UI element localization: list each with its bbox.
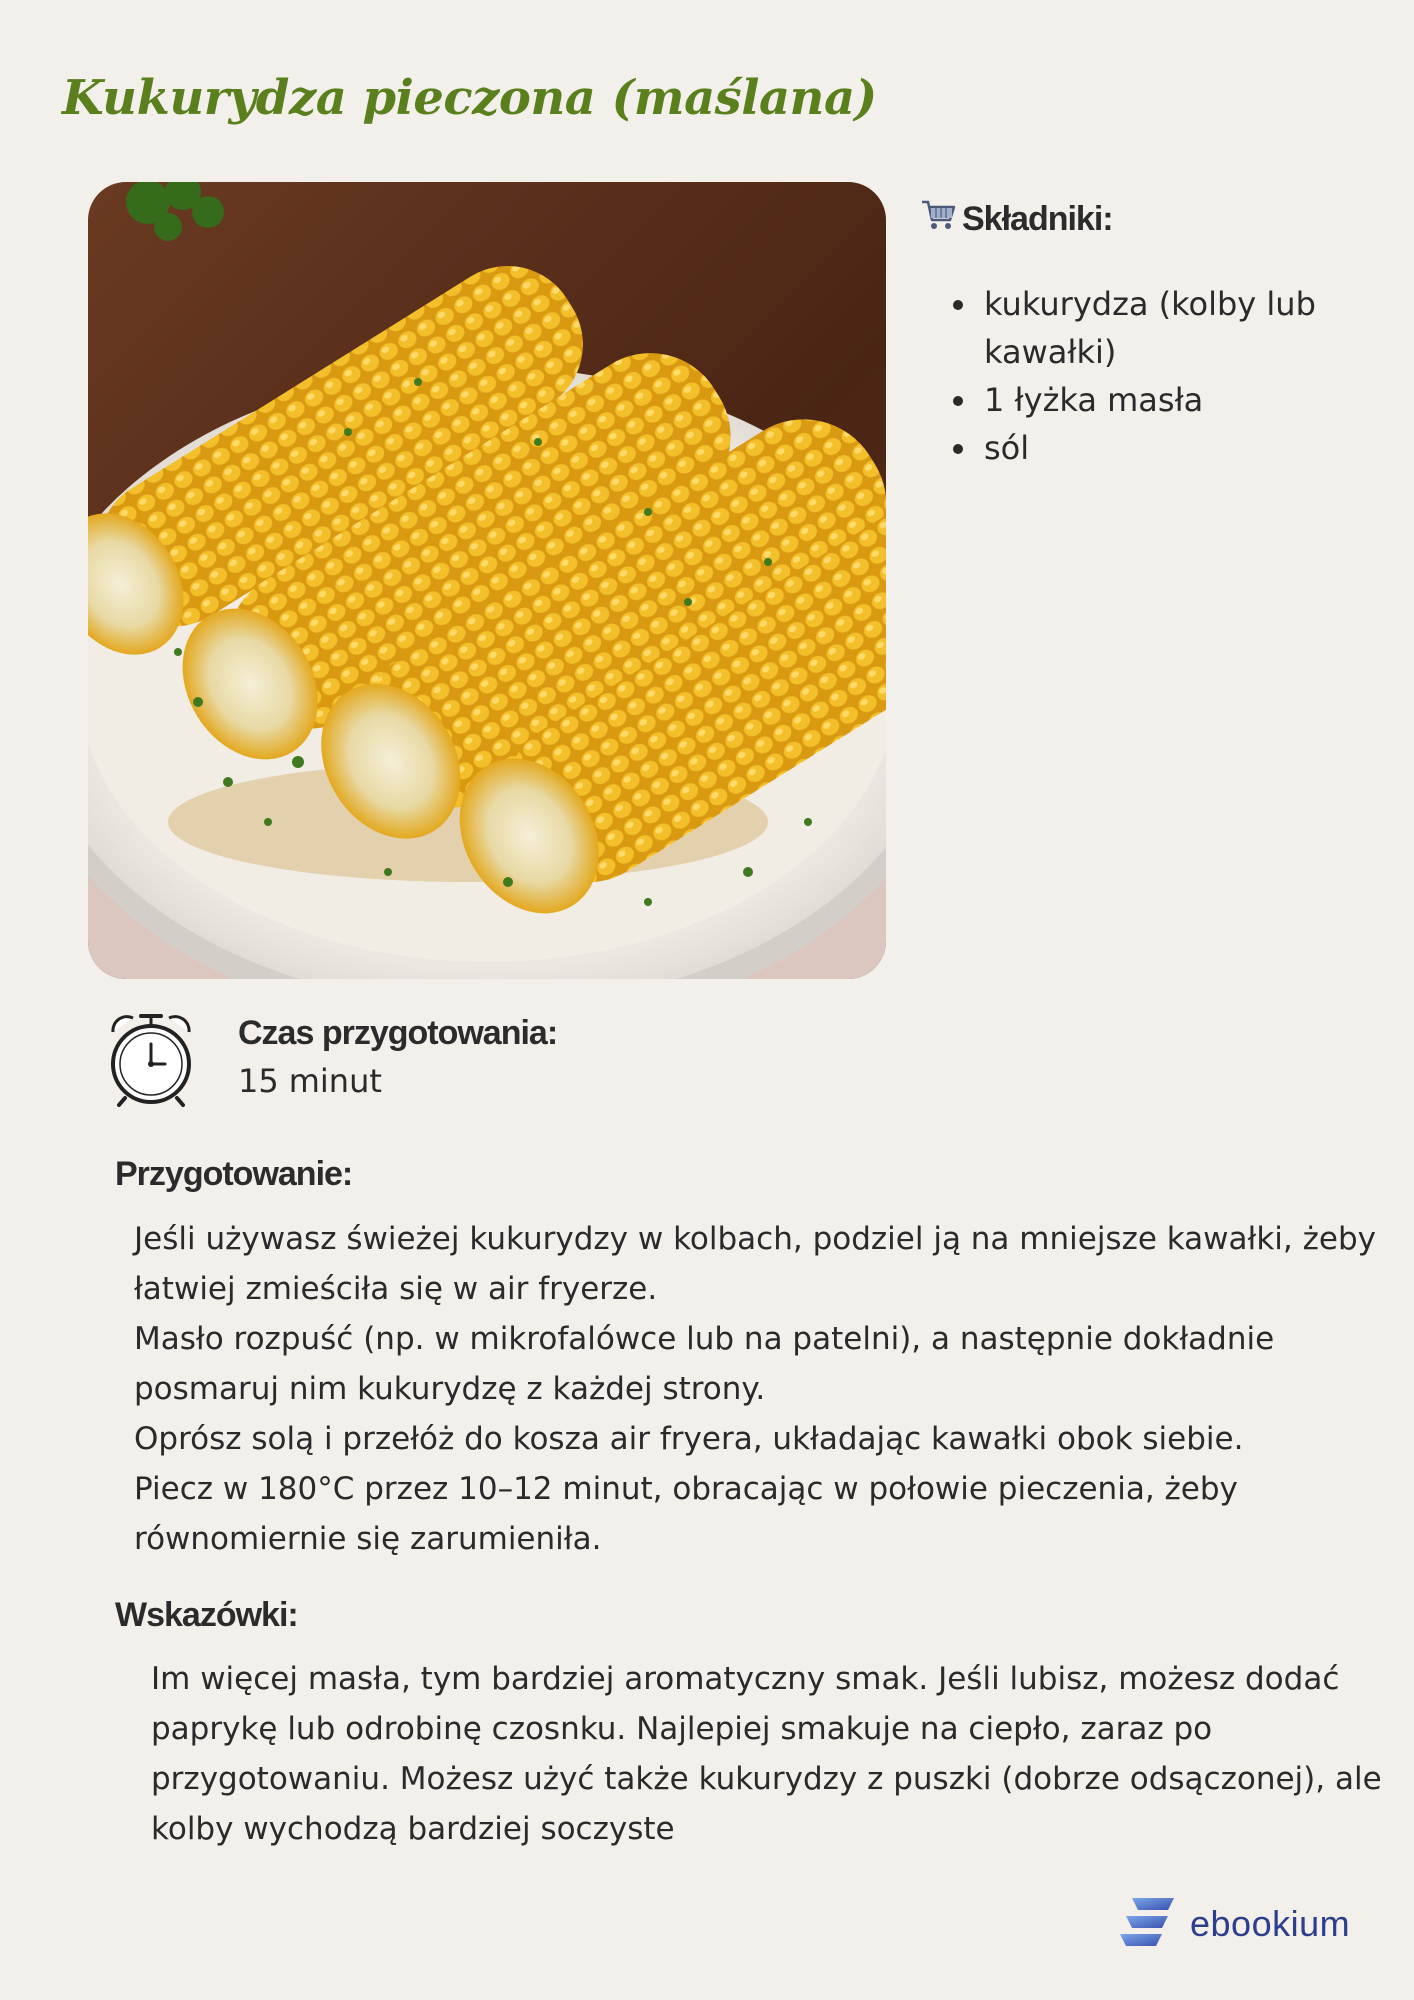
preparation-step: Masło rozpuść (np. w mikrofalówce lub na patelni), a następnie dokładnie posmaruj nim kukurydzę z każdej strony. — [134, 1321, 1275, 1407]
shopping-cart-icon — [920, 198, 956, 241]
tips-heading: Wskazówki: — [115, 1596, 298, 1634]
brand-name: ebookium — [1190, 1903, 1351, 1944]
prep-time-unit: minut — [288, 1062, 382, 1100]
list-item: • sól — [980, 424, 1380, 472]
prep-time-value — [238, 1062, 382, 1100]
prep-time-label: Czas przygotowania: — [238, 1014, 558, 1052]
ebookium-logo-icon — [1118, 1896, 1178, 1952]
preparation-step: Piecz w 180°C przez 10–12 minut, obracając w połowie pieczenia, żeby równomiernie się zarumieniła. — [134, 1471, 1238, 1557]
list-item: • kukurydza (kolby lub kawałki) — [980, 280, 1380, 376]
preparation-heading: Przygotowanie: — [115, 1155, 353, 1193]
recipe-title: Kukurydza pieczona (maślana) — [62, 70, 877, 126]
brand-logo[interactable] — [1118, 1896, 1350, 1952]
prep-time-amount: 15 — [238, 1062, 279, 1100]
preparation-steps — [134, 1214, 1384, 1564]
ingredients-list — [942, 280, 1380, 472]
corn-photo — [88, 182, 886, 979]
preparation-step: Oprósz solą i przełóż do kosza air fryera, układając kawałki obok siebie. — [134, 1421, 1244, 1457]
alarm-clock-icon — [103, 1012, 199, 1112]
ingredients-heading — [920, 198, 1113, 241]
ingredients-heading-label: Składniki: — [962, 200, 1113, 238]
preparation-step: Jeśli używasz świeżej kukurydzy w kolbach, podziel ją na mniejsze kawałki, żeby łatwiej zmieściła się w air fryerze. — [134, 1221, 1376, 1307]
tips-text: Im więcej masła, tym bardziej aromatyczny smak. Jeśli lubisz, możesz dodać paprykę lub odrobinę czosnku. Najlepiej smakuje na ciepło, zaraz po przygotowaniu. Możesz użyć także kukurydzy z puszki (dobrze odsączonej), ale kolby wychodzą bardziej soczyste — [151, 1661, 1382, 1847]
list-item: • 1 łyżka masła — [980, 376, 1380, 424]
